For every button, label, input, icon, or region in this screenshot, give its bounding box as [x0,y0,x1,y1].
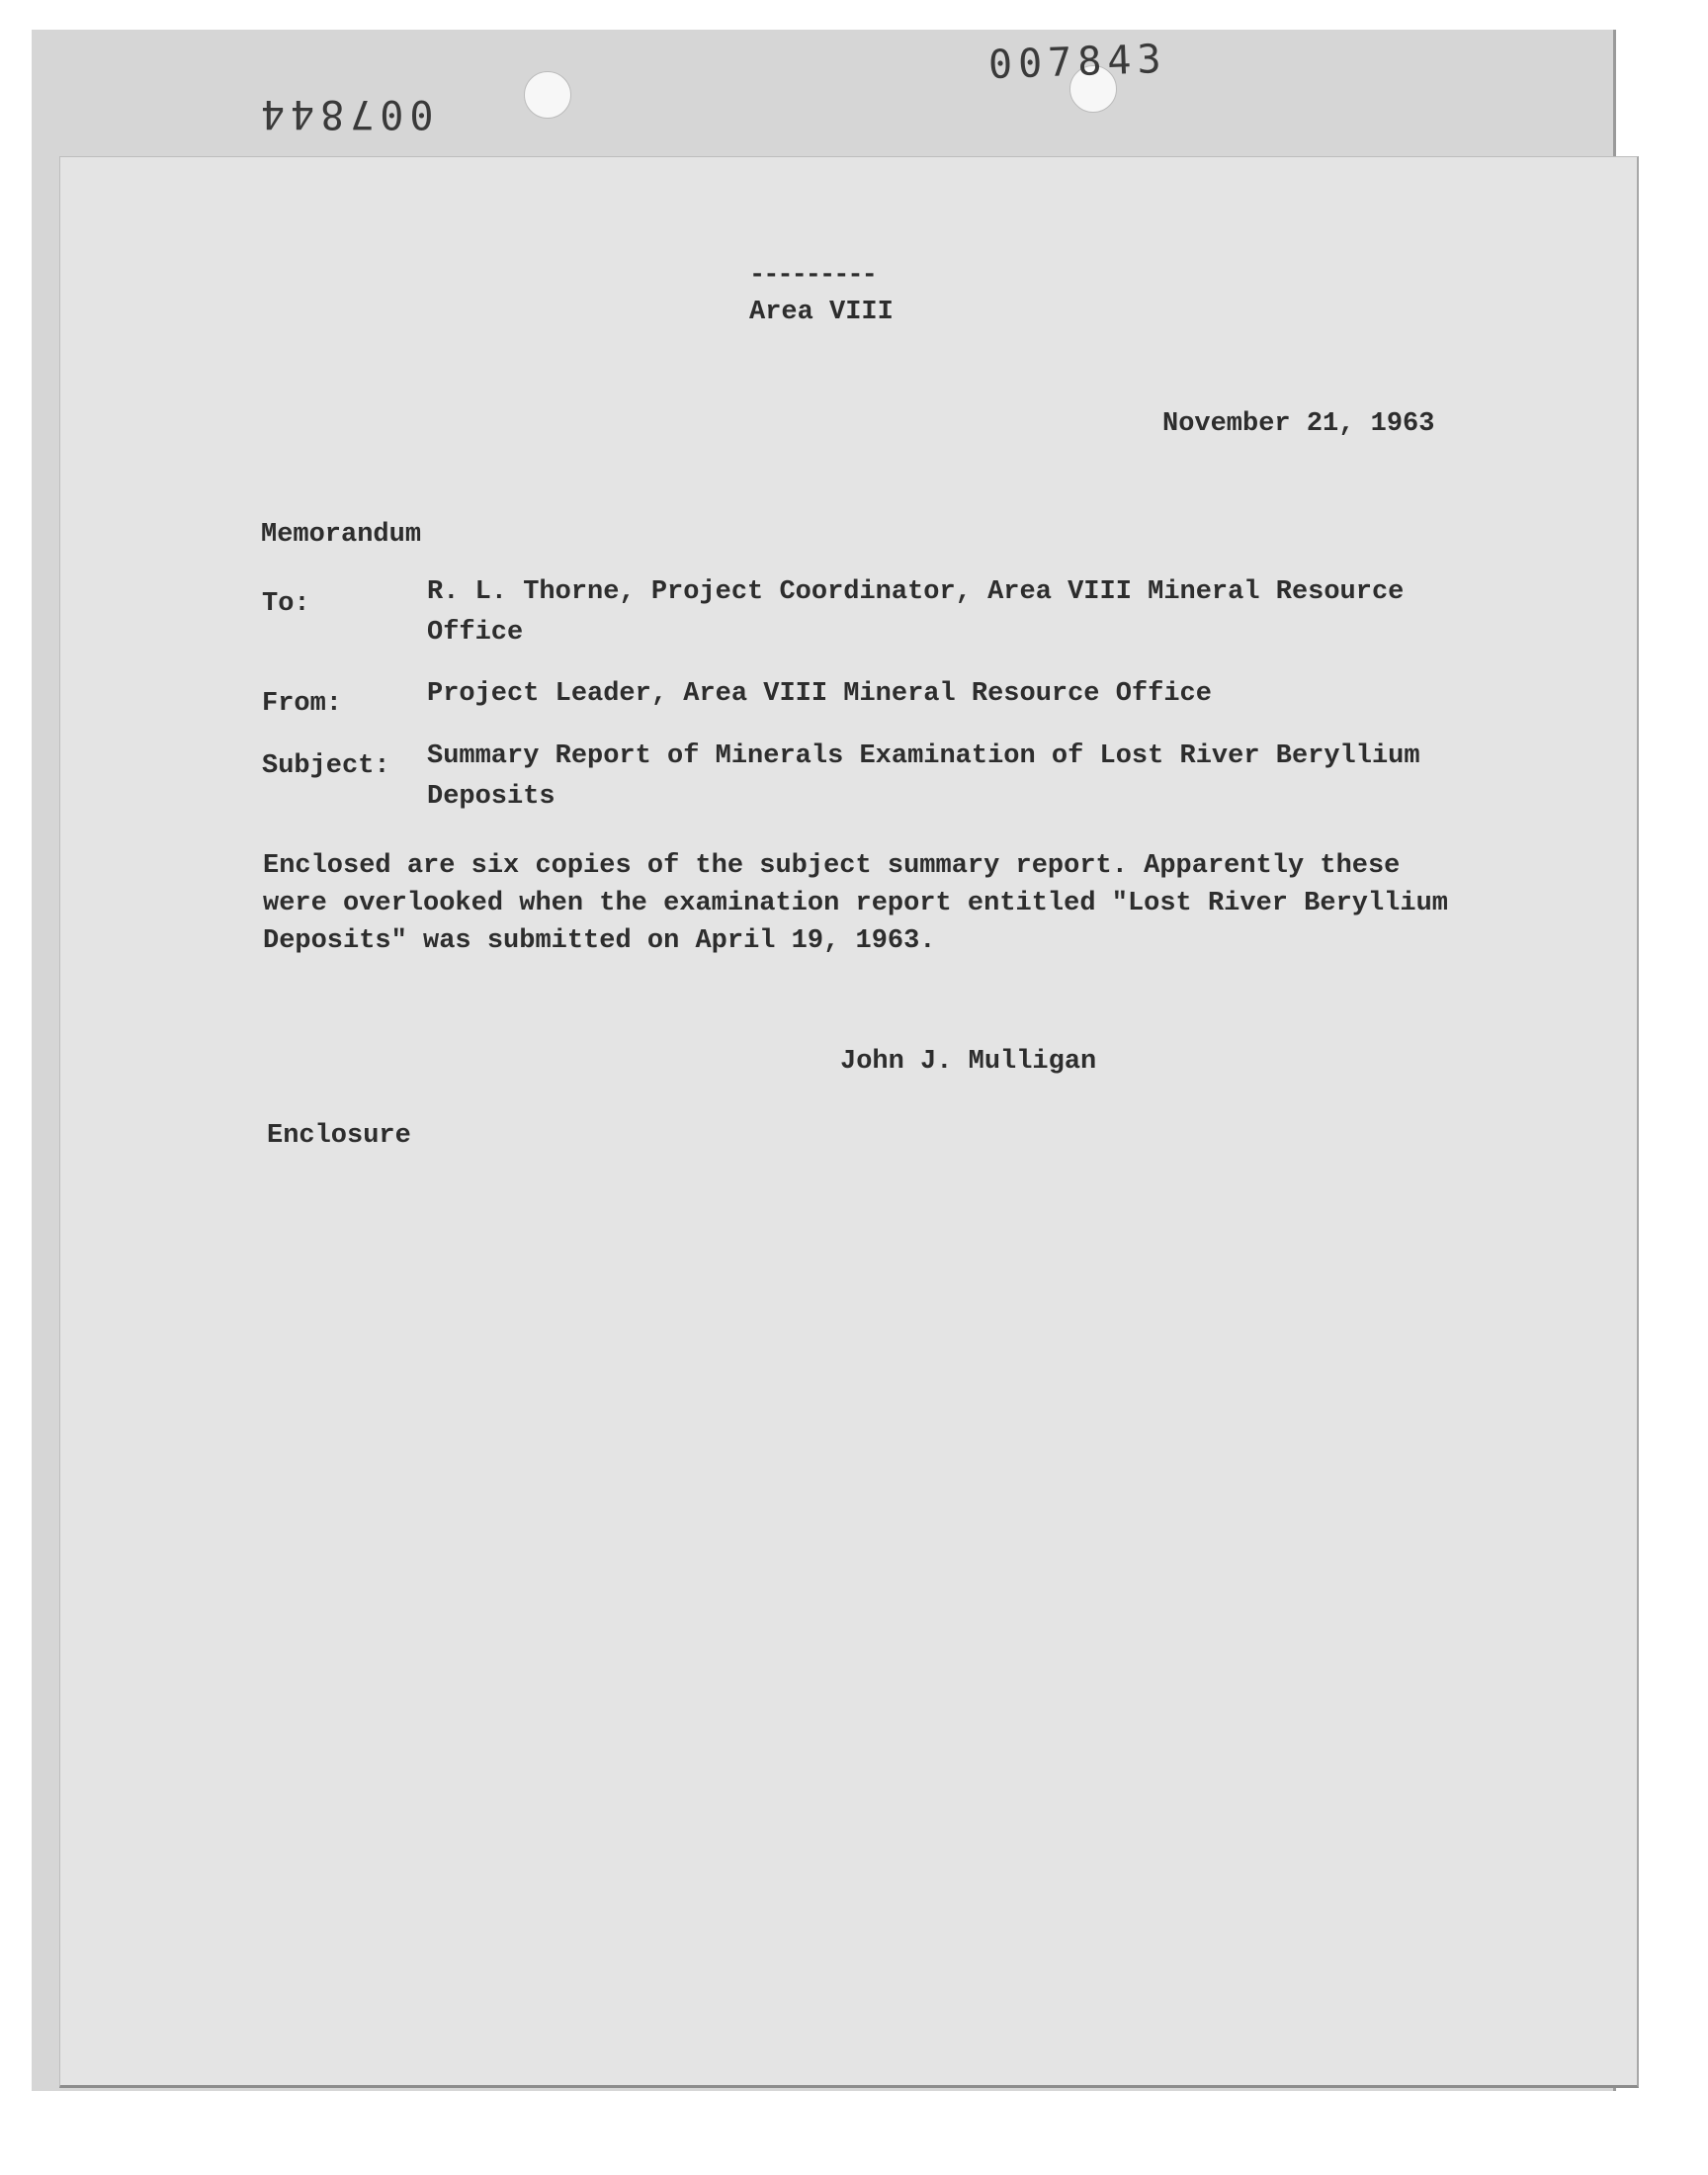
body-line-2: were overlooked when the examination report entitled "Lost River Beryllium [263,889,1448,918]
stamp-number-right: 007843 [987,36,1168,89]
enclosure-note: Enclosure [267,1121,411,1151]
signer-name: John J. Mulligan [840,1047,1097,1077]
to-value-line2: Office [427,618,524,648]
header-rule: --------- [749,261,876,291]
to-label: To: [262,589,310,619]
subject-label: Subject: [262,751,390,781]
memo-heading: Area VIII [749,298,894,327]
punch-hole-left [524,71,571,119]
body-line-3: Deposits" was submitted on April 19, 1963. [263,926,936,956]
body-line-1: Enclosed are six copies of the subject summary report. Apparently these [263,851,1401,881]
subject-value-line1: Summary Report of Minerals Examination of Lost River Beryllium [427,741,1420,771]
from-value: Project Leader, Area VIII Mineral Resource Office [427,679,1212,709]
memo-type: Memorandum [261,520,422,550]
subject-value-line2: Deposits [427,782,555,812]
stamp-number-left: 007844 [255,91,434,136]
to-value-line1: R. L. Thorne, Project Coordinator, Area VIII Mineral Resource [427,577,1405,607]
memo-date: November 21, 1963 [1162,409,1435,439]
from-label: From: [262,689,343,719]
